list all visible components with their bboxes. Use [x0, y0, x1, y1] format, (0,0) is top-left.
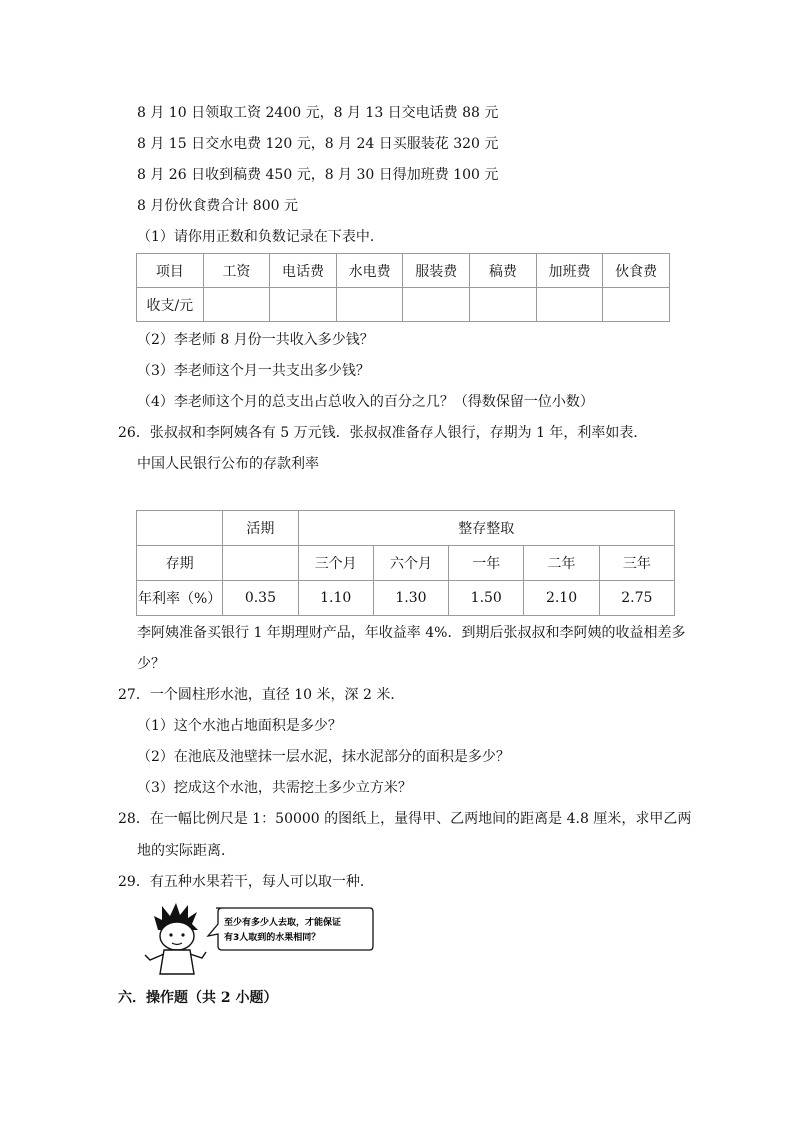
boy-face — [160, 922, 194, 950]
table-cell: 1.10 — [298, 581, 373, 616]
q27-part3: （3）挖成这个水池，共需挖土多少立方米？ — [137, 780, 412, 796]
intro-line-1: 8 月 10 日领取工资 2400 元，8 月 13 日交电话费 88 元 — [137, 105, 499, 121]
table-header-cell: 项目 — [137, 254, 204, 288]
q25-part4: （4）李老师这个月的总支出占总收入的百分之几？（得数保留一位小数） — [137, 394, 594, 410]
q25-part1: （1）请你用正数和负数记录在下表中． — [137, 229, 384, 245]
q25-part2: （2）李老师 8 月份一共收入多少钱？ — [137, 332, 374, 348]
q26-follow-2: 少？ — [137, 656, 165, 672]
table-header-cell: 服装费 — [403, 254, 470, 288]
table-header-cell: 整存整取 — [298, 511, 674, 546]
table-cell: 0.35 — [223, 581, 298, 616]
speech-bubble — [208, 908, 373, 950]
table-cell — [223, 546, 298, 581]
table-cell: 2.10 — [524, 581, 599, 616]
section-title: 六．操作题（共 2 小题） — [118, 990, 278, 1006]
q29-text: 29．有五种水果若干，每人可以取一种． — [118, 874, 374, 890]
table-cell — [137, 511, 223, 546]
bubble-text-line-1: 至少有多少人去取，才能保证 — [224, 918, 342, 928]
answer-cell[interactable] — [270, 288, 337, 322]
table-cell: 1.50 — [449, 581, 524, 616]
q25-part3: （3）李老师这个月一共支出多少钱？ — [137, 363, 370, 379]
table-header-cell: 活期 — [223, 511, 298, 546]
q26-follow-1: 李阿姨准备买银行 1 年期理财产品，年收益率 4%．到期后张叔叔和李阿姨的收益相差多 — [137, 625, 686, 641]
q27-part2: （2）在池底及池壁抹一层水泥，抹水泥部分的面积是多少？ — [137, 749, 510, 765]
answer-cell[interactable] — [403, 288, 470, 322]
table-header-cell: 伙食费 — [603, 254, 670, 288]
row-label: 收支/元 — [137, 288, 204, 322]
table-header-cell: 年利率（%） — [137, 581, 223, 616]
boy-body — [160, 950, 194, 974]
q28-line-2: 地的实际距离． — [137, 843, 235, 859]
table-header-cell: 工资 — [203, 254, 270, 288]
table-row — [137, 511, 675, 546]
answer-cell[interactable] — [336, 288, 403, 322]
intro-line-4: 8 月份伙食费合计 800 元 — [137, 198, 298, 214]
table-header-cell: 存期 — [137, 546, 223, 581]
table-cell: 1.30 — [373, 581, 448, 616]
table-header-cell: 一年 — [449, 546, 524, 581]
table-header-cell: 加班费 — [536, 254, 603, 288]
q26-caption: 中国人民银行公布的存款利率 — [137, 456, 319, 472]
answer-cell[interactable] — [603, 288, 670, 322]
answer-cell[interactable] — [203, 288, 270, 322]
table-row — [137, 546, 675, 581]
answer-cell[interactable] — [470, 288, 537, 322]
interest-rate-table — [136, 510, 675, 616]
table-header-cell: 水电费 — [336, 254, 403, 288]
q27-text: 27．一个圆柱形水池，直径 10 米，深 2 米． — [118, 687, 405, 703]
q28-line-1: 28．在一幅比例尺是 1：50000 的图纸上，量得甲、乙两地间的距离是 4.8 厘米，求甲乙两 — [118, 811, 692, 827]
answer-cell[interactable] — [536, 288, 603, 322]
table-header-cell: 三个月 — [298, 546, 373, 581]
table-header-cell: 稿费 — [470, 254, 537, 288]
table-header-row — [137, 254, 670, 288]
table-row — [137, 581, 675, 616]
table-header-cell: 电话费 — [270, 254, 337, 288]
income-expense-table — [136, 253, 670, 322]
intro-line-3: 8 月 26 日收到稿费 450 元，8 月 30 日得加班费 100 元 — [137, 167, 499, 183]
q26-text: 26．张叔叔和李阿姨各有 5 万元钱．张叔叔准备存人银行，存期为 1 年，利率如表． — [118, 425, 648, 441]
table-row — [137, 288, 670, 322]
intro-line-2: 8 月 15 日交水电费 120 元，8 月 24 日买服装花 320 元 — [137, 136, 499, 152]
table-header-cell: 三年 — [599, 546, 674, 581]
cartoon-illustration — [140, 900, 375, 978]
table-cell: 2.75 — [599, 581, 674, 616]
q27-part1: （1）这个水池占地面积是多少？ — [137, 718, 342, 734]
table-header-cell: 二年 — [524, 546, 599, 581]
bubble-text-line-2: 有3人取到的水果相同？ — [224, 933, 321, 943]
table-header-cell: 六个月 — [373, 546, 448, 581]
